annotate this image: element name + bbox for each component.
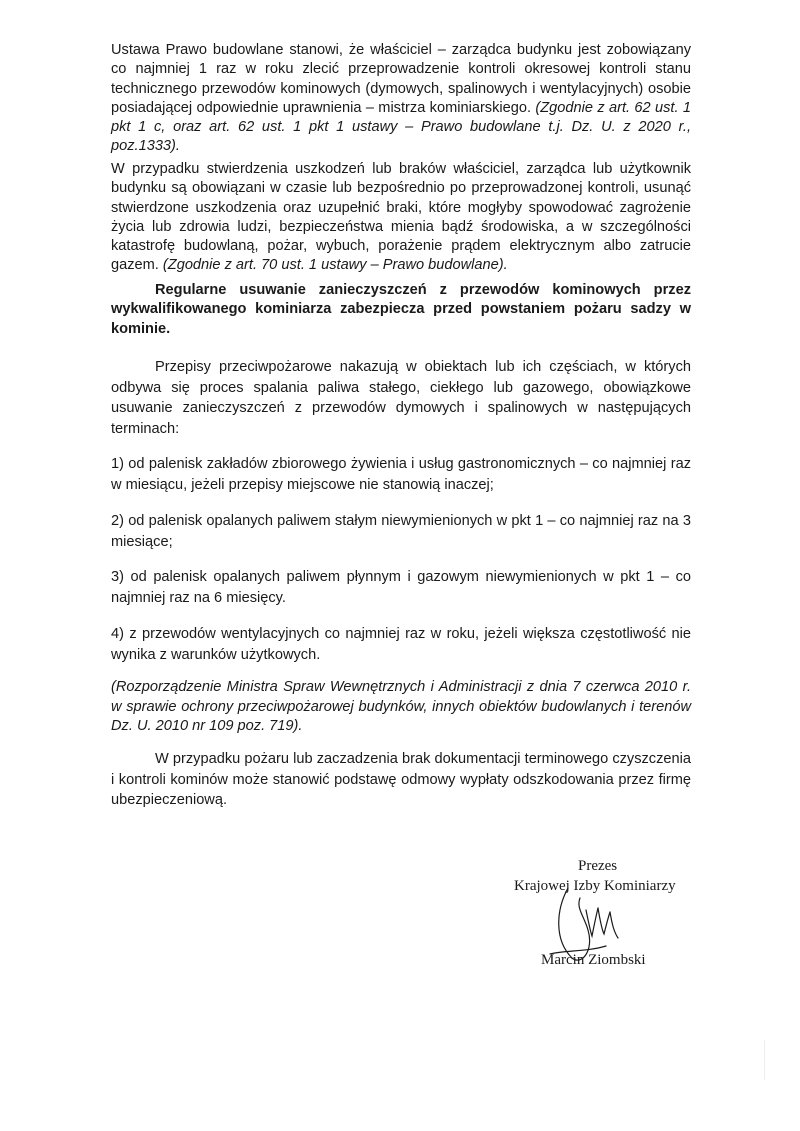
list-item: 4) z przewodów wentylacyjnych co najmniej raz w roku, jeżeli większa częstotliwość nie wynika z warunków użytkowych. xyxy=(111,626,691,663)
signatory-name: Marcin Ziombski xyxy=(541,952,646,968)
list-item: 3) od palenisk opalanych paliwem płynnym i gazowym niewymienionych w pkt 1 – co najmniej raz na 6 miesięcy. xyxy=(111,569,691,606)
legal-citation: (Zgodnie z art. 62 ust. 1 pkt 1 c, oraz art. 62 ust. 1 pkt 1 ustawy – Prawo budowlane t.j. Dz. U. z 2020 r., poz.1333). xyxy=(111,99,691,155)
paragraph-insurance: W przypadku pożaru lub zaczadzenia brak dokumentacji terminowego czyszczenia i kontroli kominów może stanowić podstawę odmowy wypłaty odszkodowania przez firmę ubezpieczeniową. xyxy=(111,751,691,809)
scan-edge-mark xyxy=(764,1040,765,1080)
list-item: 1) od palenisk zakładów zbiorowego żywienia i usług gastronomicznych – co najmniej raz w miesiącu, jeżeli przepisy miejscowe nie stanowią inaczej; xyxy=(111,456,691,493)
regulation-citation xyxy=(111,678,691,737)
citation-text: (Rozporządzenie Ministra Spraw Wewnętrznych i Administracji z dnia 7 czerwca 2010 r. w sprawie ochrony przeciwpożarowej budynków, innych obiektów budowlanych i terenów Dz. U. 2010 nr 109 poz. 719). xyxy=(111,679,691,734)
bold-statement: Regularne usuwanie zanieczyszczeń z przewodów kominowych przez wykwalifikowanego kominiarza zabezpiecza przed powstaniem pożaru sadzy w kominie. xyxy=(111,282,691,337)
paragraph-repair-obligation xyxy=(111,160,691,276)
paragraph-fire-regulations: Przepisy przeciwpożarowe nakazują w obiektach lub ich częściach, w których odbywa się proces spalania paliwa stałego, ciekłego lub gazowego, obowiązkowe usuwanie zanieczyszczeń z przewodów dymowych i spalinowych w następujących terminach: xyxy=(111,359,691,437)
signatory-title: Prezes xyxy=(578,858,618,874)
signatory-organization: Krajowej Izby Kominiarzy xyxy=(514,878,676,894)
legal-citation: (Zgodnie z art. 70 ust. 1 ustawy – Prawo budowlane). xyxy=(162,257,508,274)
paragraph-text: Ustawa Prawo budowlane stanowi, że właściciel – zarządca budynku jest zobowiązany co najmniej 1 raz w roku zlecić przeprowadzenie kontroli okresowej kontroli stanu technicznego przewodów kominowych (dymowych, spalinowych i wentylacyjnych) osobie posiadającej odpowiednie uprawnienia – mistrza kominiarskiego. xyxy=(111,42,691,116)
paragraph-building-law xyxy=(111,41,691,157)
paragraph-text: W przypadku stwierdzenia uszkodzeń lub braków właściciel, zarządca lub użytkownik budynku są obowiązani w czasie lub bezpośrednio po przeprowadzonej kontroli, usunąć stwierdzone uszkodzenia oraz uzupełnić braki, które mogłyby spowodować zagrożenie życia lub zdrowia ludzi, bezpieczeństwa mienia bądź środowiska, a w szczególności katastrofę budowlaną, pożar, wybuch, porażenie prądem elektrycznym albo zatrucie gazem. xyxy=(111,161,691,274)
list-item: 2) od palenisk opalanych paliwem stałym niewymienionych w pkt 1 – co najmniej raz na 3 miesiące; xyxy=(111,513,691,550)
